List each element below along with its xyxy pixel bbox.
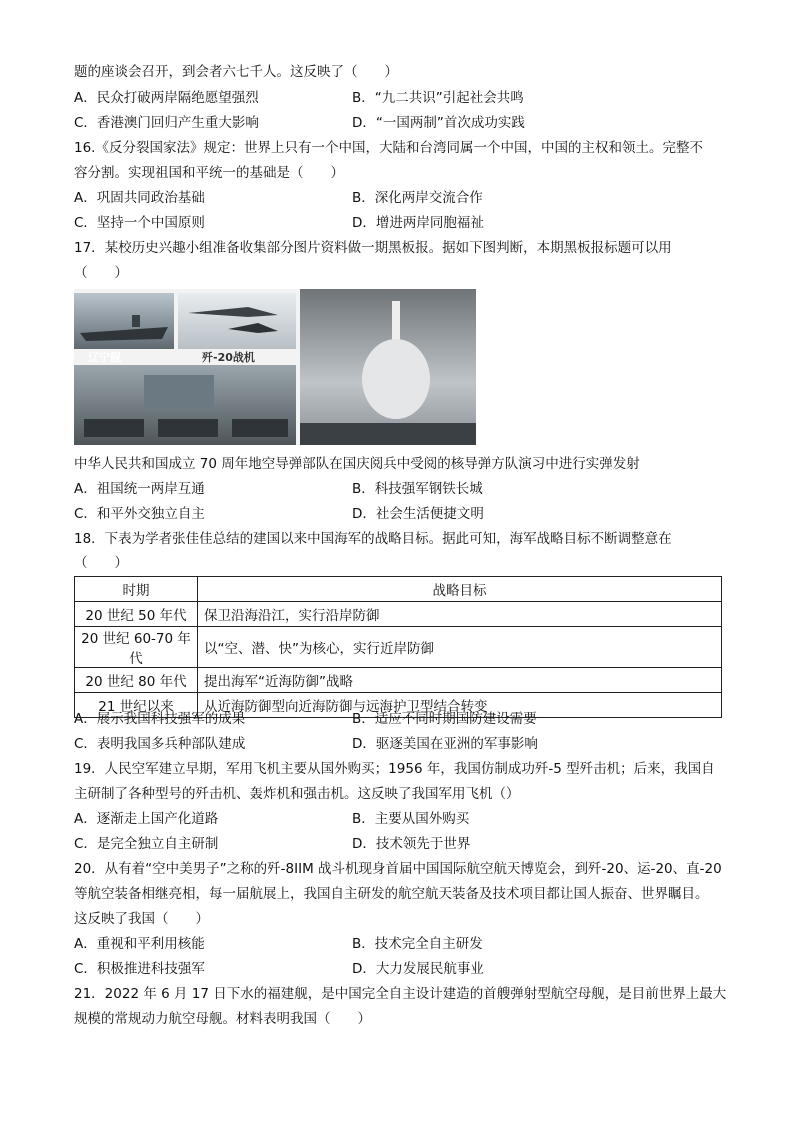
- q18-option-c: C．表明我国多兵种部队建成: [74, 736, 246, 752]
- q17-photo-caption: 中华人民共和国成立 70 周年地空导弹部队在国庆阅兵中受阅的核导弹方队演习中进行实弹发射: [74, 456, 640, 472]
- table-cell-goal: 提出海军“近海防御”战略: [198, 668, 722, 693]
- q16-stem-line1: 16.《反分裂国家法》规定：世界上只有一个中国，大陆和台湾同属一个中国，中国的主权和领土。完整不: [74, 140, 703, 156]
- parade-photo: [74, 365, 296, 445]
- table-row: [75, 602, 722, 627]
- q15-option-d: D．“一国两制”首次成功实践: [352, 115, 525, 131]
- q17-stem-line1: 17．某校历史兴趣小组准备收集部分图片资料做一期黑板报。据如下图判断，本期黑板报标题可以用: [74, 240, 672, 256]
- q16-option-d: D．增进两岸同胞福祉: [352, 215, 484, 231]
- missile-icon: [300, 289, 476, 445]
- q20-stem-line1: 20．从有着“空中美男子”之称的歼-8IIM 战斗机现身首届中国国际航空航天博览会，到歼-20、运-20、直-20: [74, 861, 722, 877]
- table-header-period: 时期: [75, 577, 198, 602]
- q18-option-b: B．适应不同时期国防建设需要: [352, 711, 537, 727]
- q17-option-d: D．社会生活便捷文明: [352, 506, 484, 522]
- q18-stem-line2: （ ）: [74, 555, 128, 571]
- q15-option-c: C．香港澳门回归产生重大影响: [74, 115, 259, 131]
- table-cell-goal: 从近海防御型向近海防御与远海护卫型结合转变: [198, 693, 722, 718]
- q18-stem-line1: 18．下表为学者张佳佳总结的建国以来中国海军的战略目标。据此可知，海军战略目标不断调整意在: [74, 531, 672, 547]
- q16-option-a: A．巩固共同政治基础: [74, 190, 205, 206]
- q17-stem-line2: （ ）: [74, 265, 128, 281]
- table-header-row: [75, 577, 722, 602]
- table-cell-goal: 保卫沿海沿江，实行沿岸防御: [198, 602, 722, 627]
- q20-option-d: D．大力发展民航事业: [352, 961, 484, 977]
- table-cell-period: 20 世纪 50 年代: [75, 602, 198, 627]
- carrier-caption: 辽宁舰: [88, 351, 121, 364]
- q21-stem-line1: 21．2022 年 6 月 17 日下水的福建舰，是中国完全自主设计建造的首艘弹射型航空母舰，是目前世界上最大: [74, 986, 727, 1002]
- jet-caption: 歼-20战机: [202, 351, 255, 364]
- q21-stem-line2: 规模的常规动力航空母舰。材料表明我国（ ）: [74, 1011, 371, 1027]
- q20-stem-line2: 等航空装备相继亮相，每一届航展上，我国自主研发的航空航天装备及技术项目都让国人振奋、世界瞩目。: [74, 886, 709, 902]
- jet-icon: [178, 293, 296, 349]
- table-cell-period: 20 世纪 60-70 年代: [75, 627, 198, 668]
- q16-stem-line2: 容分割。实现祖国和平统一的基础是（ ）: [74, 165, 344, 181]
- parade-vehicles-icon: [74, 365, 296, 445]
- table-row: [75, 627, 722, 668]
- q20-stem-line3: 这反映了我国（ ）: [74, 911, 209, 927]
- q15-option-b: B．“九二共识”引起社会共鸣: [352, 90, 524, 106]
- aircraft-carrier-icon: [74, 293, 174, 349]
- q15-option-a: A．民众打破两岸隔绝愿望强烈: [74, 90, 259, 106]
- q17-option-c: C．和平外交独立自主: [74, 506, 205, 522]
- q19-option-b: B．主要从国外购买: [352, 811, 470, 827]
- table-cell-period: 20 世纪 80 年代: [75, 668, 198, 693]
- q20-option-a: A．重视和平利用核能: [74, 936, 205, 952]
- q18-option-d: D．驱逐美国在亚洲的军事影响: [352, 736, 538, 752]
- q19-option-c: C．是完全独立自主研制: [74, 836, 219, 852]
- q20-option-c: C．积极推进科技强军: [74, 961, 205, 977]
- navy-strategy-table: [74, 576, 722, 718]
- table-cell-goal: 以“空、潜、快”为核心，实行近岸防御: [198, 627, 722, 668]
- missile-launch-photo: [300, 289, 476, 445]
- q16-option-b: B．深化两岸交流合作: [352, 190, 483, 206]
- q17-photo-collage: [74, 289, 476, 445]
- q19-stem-line1: 19．人民空军建立早期，军用飞机主要从国外购买；1956 年，我国仿制成功歼-5 型歼击机；后来，我国自: [74, 761, 715, 777]
- q15-stem-end: 题的座谈会召开，到会者六七千人。这反映了（ ）: [74, 64, 398, 80]
- q20-option-b: B．技术完全自主研发: [352, 936, 483, 952]
- table-row: [75, 668, 722, 693]
- fighter-jet-photo: [178, 293, 296, 349]
- q18-option-a: A．展示我国科技强军的成果: [74, 711, 246, 727]
- q19-option-a: A．逐渐走上国产化道路: [74, 811, 219, 827]
- q17-option-a: A．祖国统一两岸互通: [74, 481, 205, 497]
- q17-option-b: B．科技强军钢铁长城: [352, 481, 483, 497]
- q19-stem-line2: 主研制了各种型号的歼击机、轰炸机和强击机。这反映了我国军用飞机（）: [74, 786, 520, 802]
- aircraft-carrier-photo: [74, 293, 174, 349]
- table-header-goal: 战略目标: [198, 577, 722, 602]
- q19-option-d: D．技术领先于世界: [352, 836, 471, 852]
- q16-option-c: C．坚持一个中国原则: [74, 215, 205, 231]
- table-cell-period: 21 世纪以来: [75, 693, 198, 718]
